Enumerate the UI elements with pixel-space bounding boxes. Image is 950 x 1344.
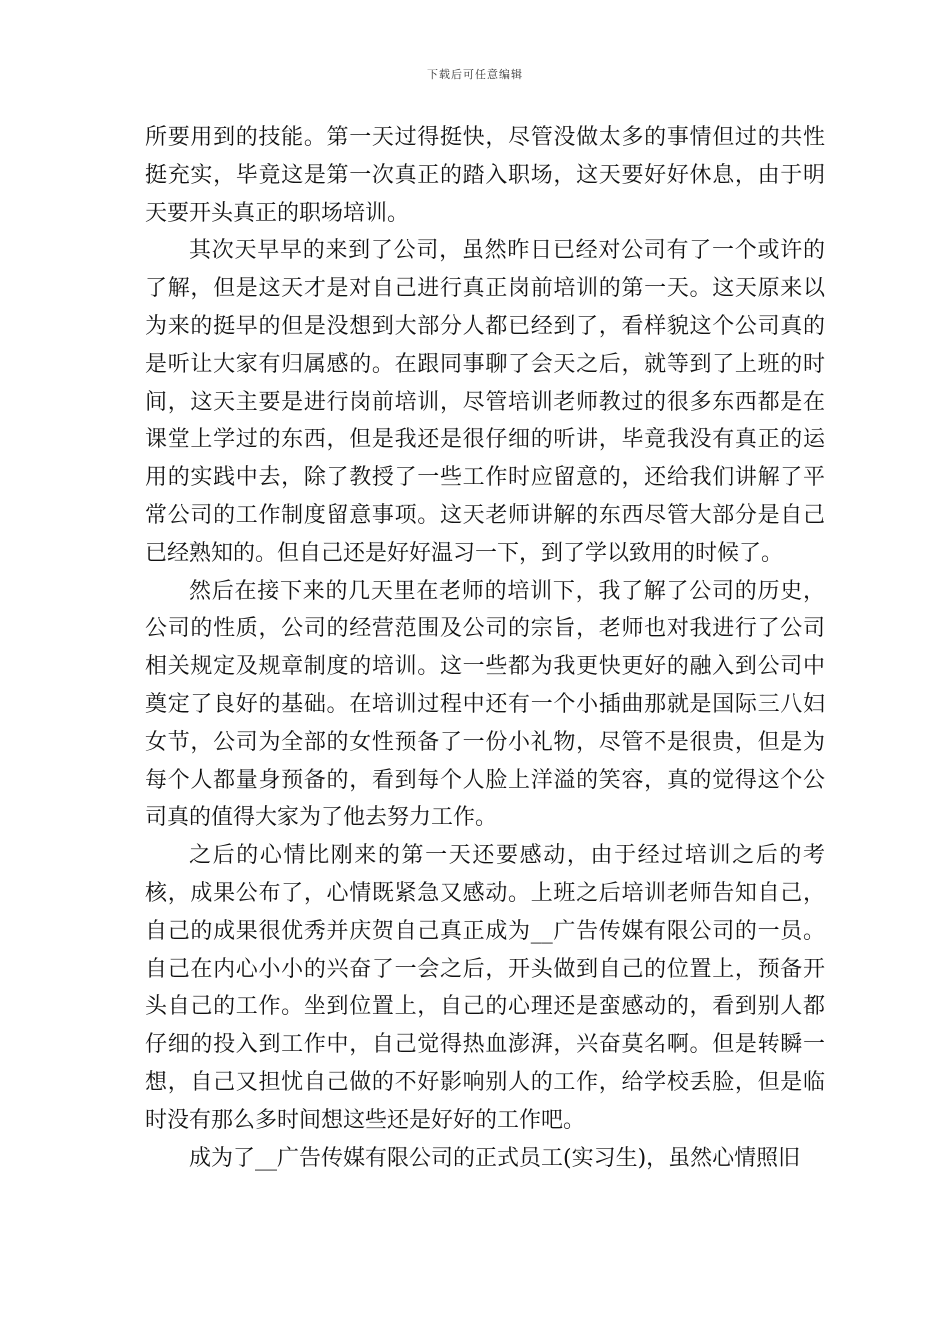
page-header: 下载后可任意编辑 xyxy=(427,68,523,81)
paragraph-4: 之后的心情比刚来的第一天还要感动，由于经过培训之后的考核，成果公布了，心情既紧急又感动。上班之后培训老师告知自己，自己的成果很优秀并庆贺自己真正成为__广告传媒有限公司的一员。自己在内心小小的兴奋了一会之后，开头做到自己的位置上，预备开头自己的工作。坐到位置上，自己的心理还是蛮感动的，看到别人都仔细的投入到工作中，自己觉得热血澎湃，兴奋莫名啊。但是转瞬一想，自己又担忧自己做的不好影响别人的工作，给学校丢脸，但是临时没有那么多时间想这些还是好好的工作吧。 xyxy=(145,843,825,1133)
paragraph-3: 然后在接下来的几天里在老师的培训下，我了解了公司的历史，公司的性质，公司的经营范围及公司的宗旨，老师也对我进行了公司相关规定及规章制度的培训。这一些都为我更快更好的融入到公司中奠定了良好的基础。在培训过程中还有一个小插曲那就是国际三八妇女节，公司为全部的女性预备了一份小礼物，尽管不是很贵，但是为每个人都量身预备的，看到每个人脸上洋溢的笑容，真的觉得这个公司真的值得大家为了他去努力工作。 xyxy=(145,578,825,831)
paragraph-1: 所要用到的技能。第一天过得挺快，尽管没做太多的事情但过的共性挺充实，毕竟这是第一次真正的踏入职场，这天要好好休息，由于明天要开头真正的职场培训。 xyxy=(145,125,825,226)
paragraph-5: 成为了__广告传媒有限公司的正式员工(实习生)，虽然心情照旧 xyxy=(189,1145,801,1171)
document-body xyxy=(145,119,825,1177)
paragraph-2: 其次天早早的来到了公司，虽然昨日已经对公司有了一个或许的了解，但是这天才是对自己进行真正岗前培训的第一天。这天原来以为来的挺早的但是没想到大部分人都已经到了，看样貌这个公司真的是听让大家有归属感的。在跟同事聊了会天之后，就等到了上班的时间，这天主要是进行岗前培训，尽管培训老师教过的很多东西都是在课堂上学过的东西，但是我还是很仔细的听讲，毕竟我没有真正的运用的实践中去，除了教授了一些工作时应留意的，还给我们讲解了平常公司的工作制度留意事项。这天老师讲解的东西尽管大部分是自己已经熟知的。但自己还是好好温习一下，到了学以致用的时候了。 xyxy=(145,238,825,566)
